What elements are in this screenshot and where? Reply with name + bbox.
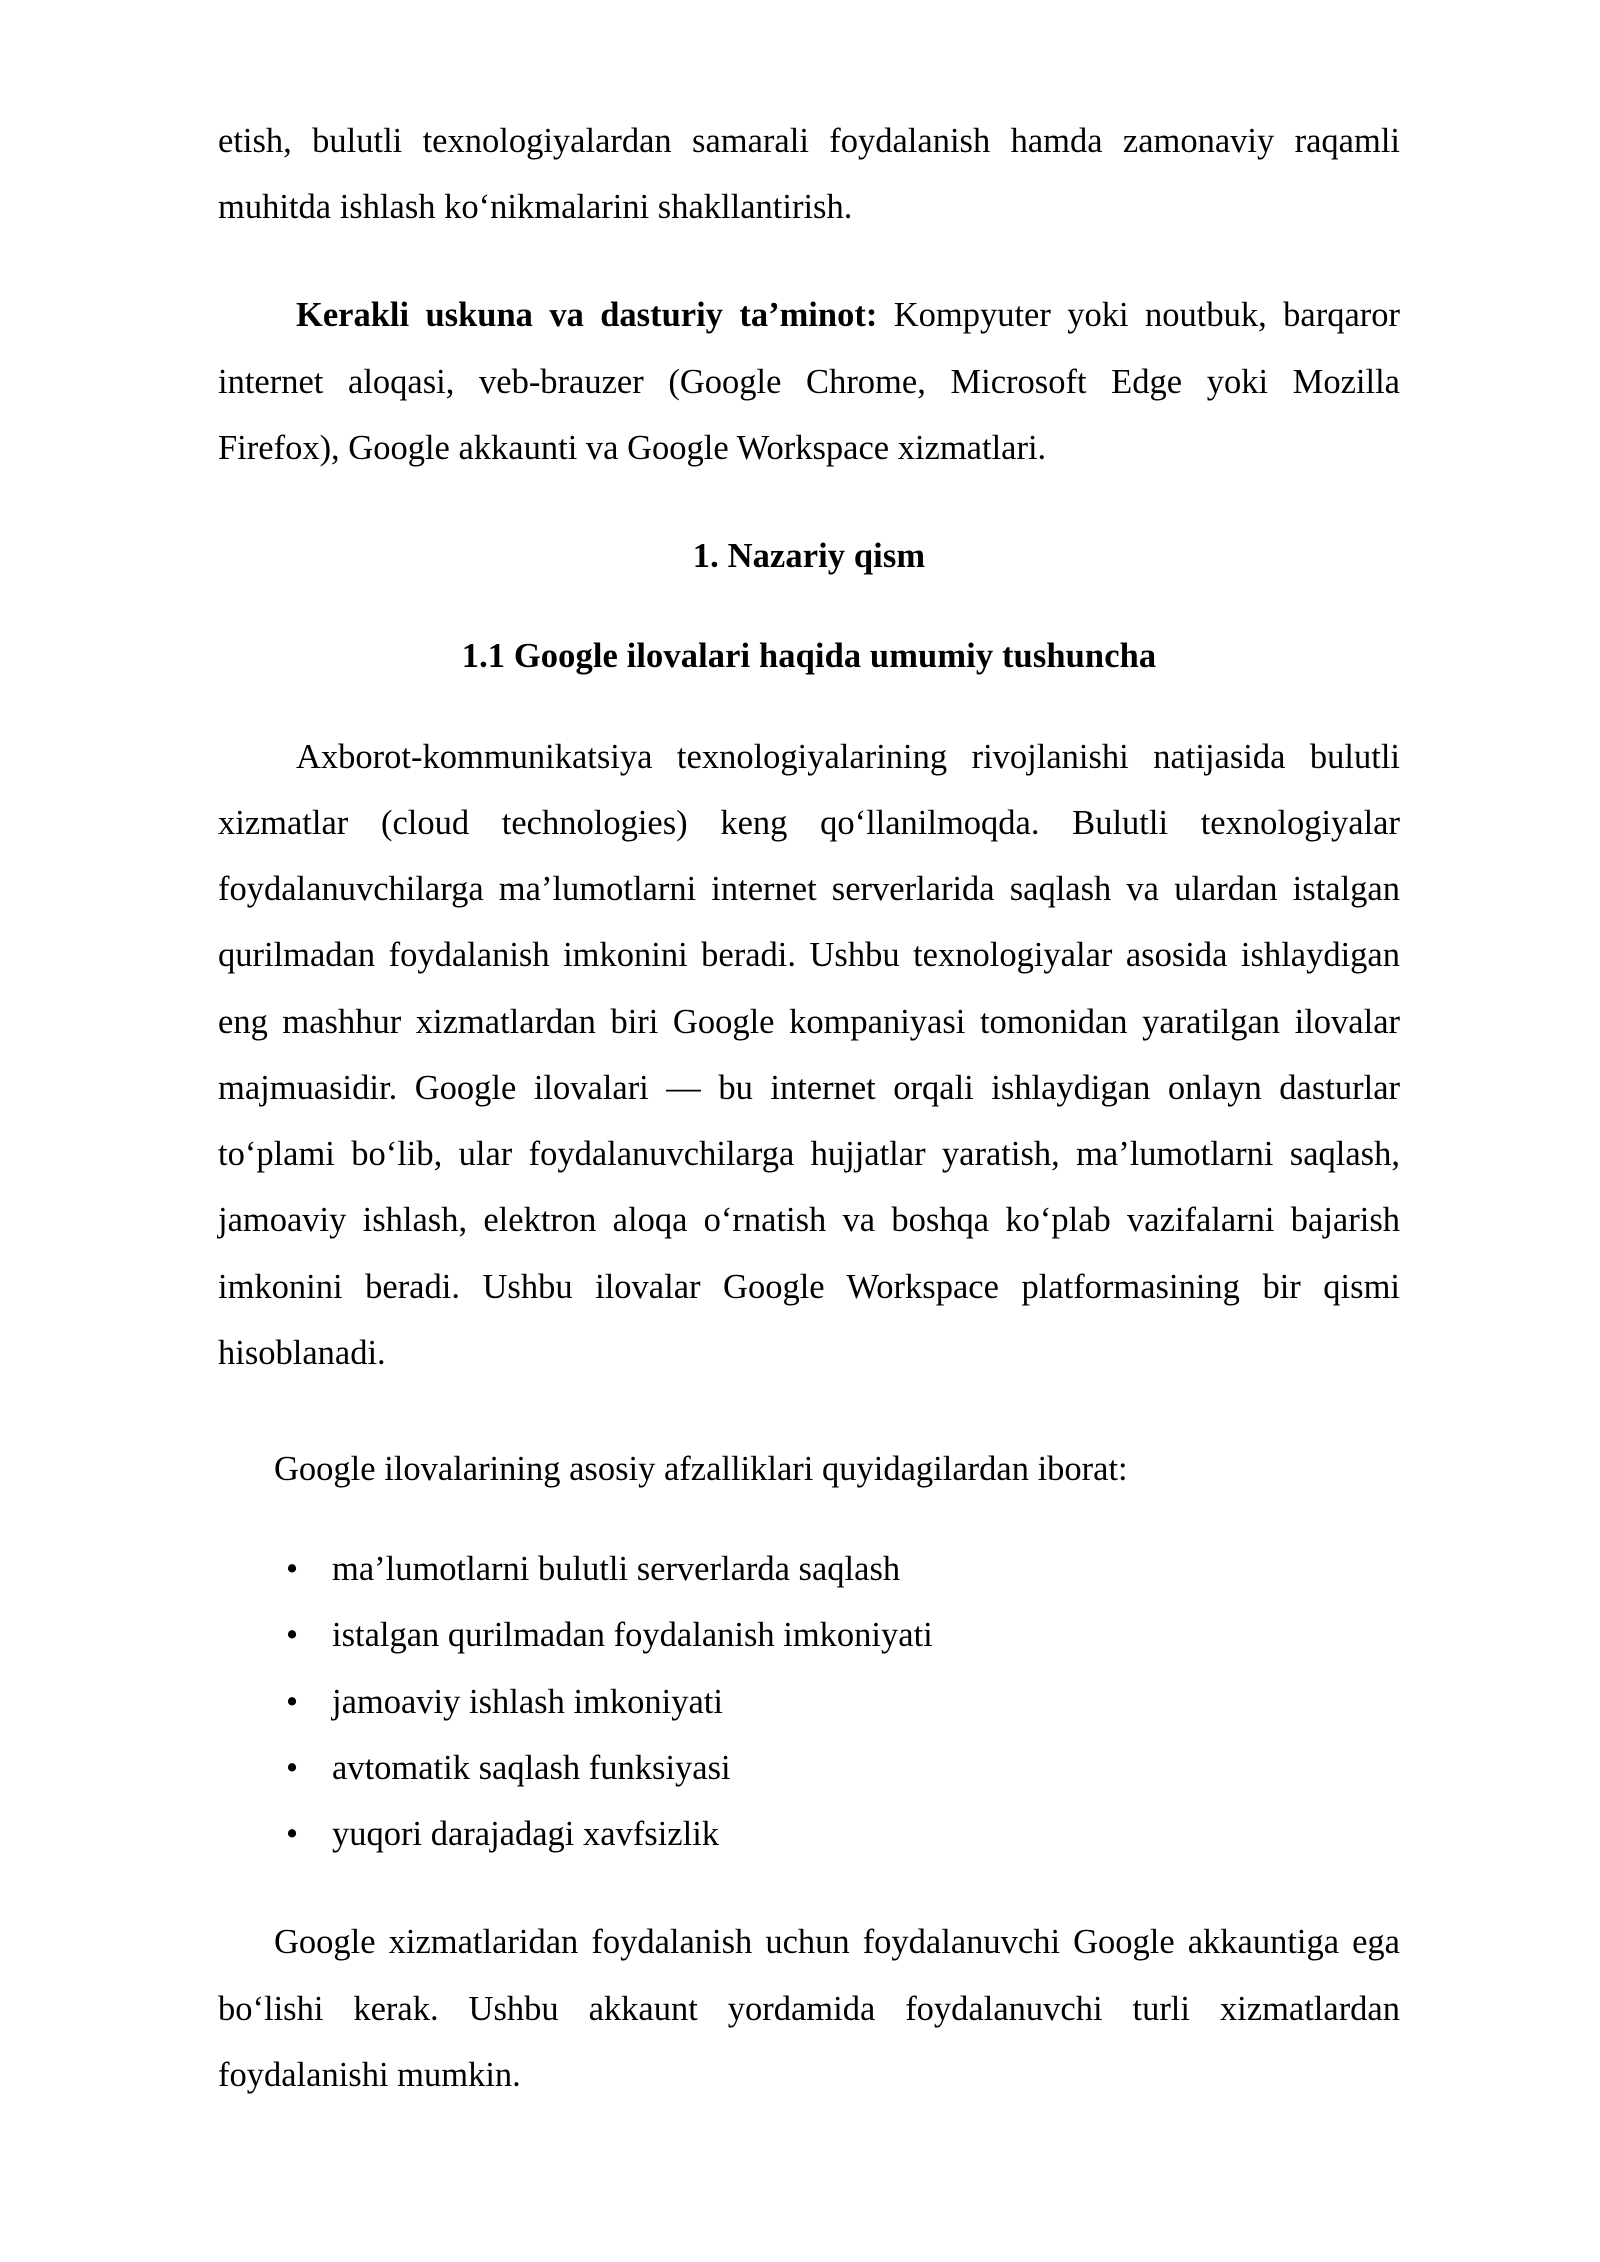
list-advantages	[218, 1536, 1400, 1867]
list-item-label: ma’lumotlarni bulutli serverlarda saqlash	[332, 1550, 901, 1589]
bullet-icon: •	[286, 1748, 299, 1787]
heading-subsection-1-1: 1.1 Google ilovalari haqida umumiy tushuncha	[461, 637, 1157, 676]
list-item-label: istalgan qurilmadan foydalanish imkoniyati	[332, 1616, 933, 1655]
list-item	[218, 1536, 1400, 1602]
bullet-icon: •	[286, 1815, 299, 1854]
list-item-label: jamoaviy ishlash imkoniyati	[332, 1682, 723, 1721]
list-item-label: avtomatik saqlash funksiyasi	[332, 1748, 731, 1787]
list-item	[218, 1669, 1400, 1735]
list-item	[218, 1801, 1400, 1867]
list-item	[218, 1602, 1400, 1668]
spacer	[218, 1386, 1400, 1436]
document-body	[218, 108, 1400, 2108]
spacer	[218, 240, 1400, 282]
spacer	[218, 1867, 1400, 1909]
paragraph-cloud-overview: Axborot-kommunikatsiya texnologiyalarining rivojlanishi natijasida bulutli xizmatlar (cloud technologies) keng qo‘llanilmoqda. Bulutli texnologiyalar foydalanuvchilarga ma’lumotlarni internet serverlarida saqlash va ulardan istalgan qurilmadan foydalanish imkonini beradi. Ushbu texnologiyalar asosida ishlaydigan eng mashhur xizmatlardan biri Google kompaniyasi tomonidan yaratilgan ilovalar majmuasidir. Google ilovalari — bu internet orqali ishlaydigan onlayn dasturlar to‘plami bo‘lib, ular foydalanuvchilarga hujjatlar yaratish, ma’lumotlarni saqlash, jamoaviy ishlash, elektron aloqa o‘rnatish va boshqa ko‘plab vazifalarni bajarish imkonini beradi. Ushbu ilovalar Google Workspace platformasining bir qismi hisoblanadi.	[218, 737, 1400, 1372]
spacer	[218, 1502, 1400, 1536]
spacer	[218, 481, 1400, 523]
paragraph-continued-intro: etish, bulutli texnologiyalardan samarali foydalanish hamda zamonaviy raqamli muhitda ishlash ko‘nikmalarini shakllantirish.	[218, 122, 1400, 227]
spacer	[218, 589, 1400, 623]
bullet-icon: •	[286, 1682, 299, 1721]
paragraph-requirements	[218, 282, 1400, 481]
bullet-icon: •	[286, 1616, 299, 1655]
list-item	[218, 1735, 1400, 1801]
paragraph-account-required: Google xizmatlaridan foydalanish uchun foydalanuvchi Google akkauntiga ega bo‘lishi kerak. Ushbu akkaunt yordamida foydalanuvchi turli xizmatlardan foydalanishi mumkin.	[218, 1923, 1400, 2094]
requirements-label: Kerakli uskuna va dasturiy ta’minot:	[296, 296, 878, 335]
heading-section-1: 1. Nazariy qism	[692, 537, 926, 576]
requirements-text: Kompyuter yoki noutbuk, barqaror internet aloqasi, veb-brauzer (Google Chrome, Microsoft Edge yoki Mozilla Firefox), Google akkaunti va Google Workspace xizmatlari.	[218, 296, 1400, 467]
paragraph-advantages-lead: Google ilovalarining asosiy afzalliklari quyidagilardan iborat:	[274, 1449, 1128, 1488]
list-item-label: yuqori darajadagi xavfsizlik	[332, 1815, 720, 1854]
bullet-icon: •	[286, 1550, 299, 1589]
spacer	[218, 690, 1400, 724]
